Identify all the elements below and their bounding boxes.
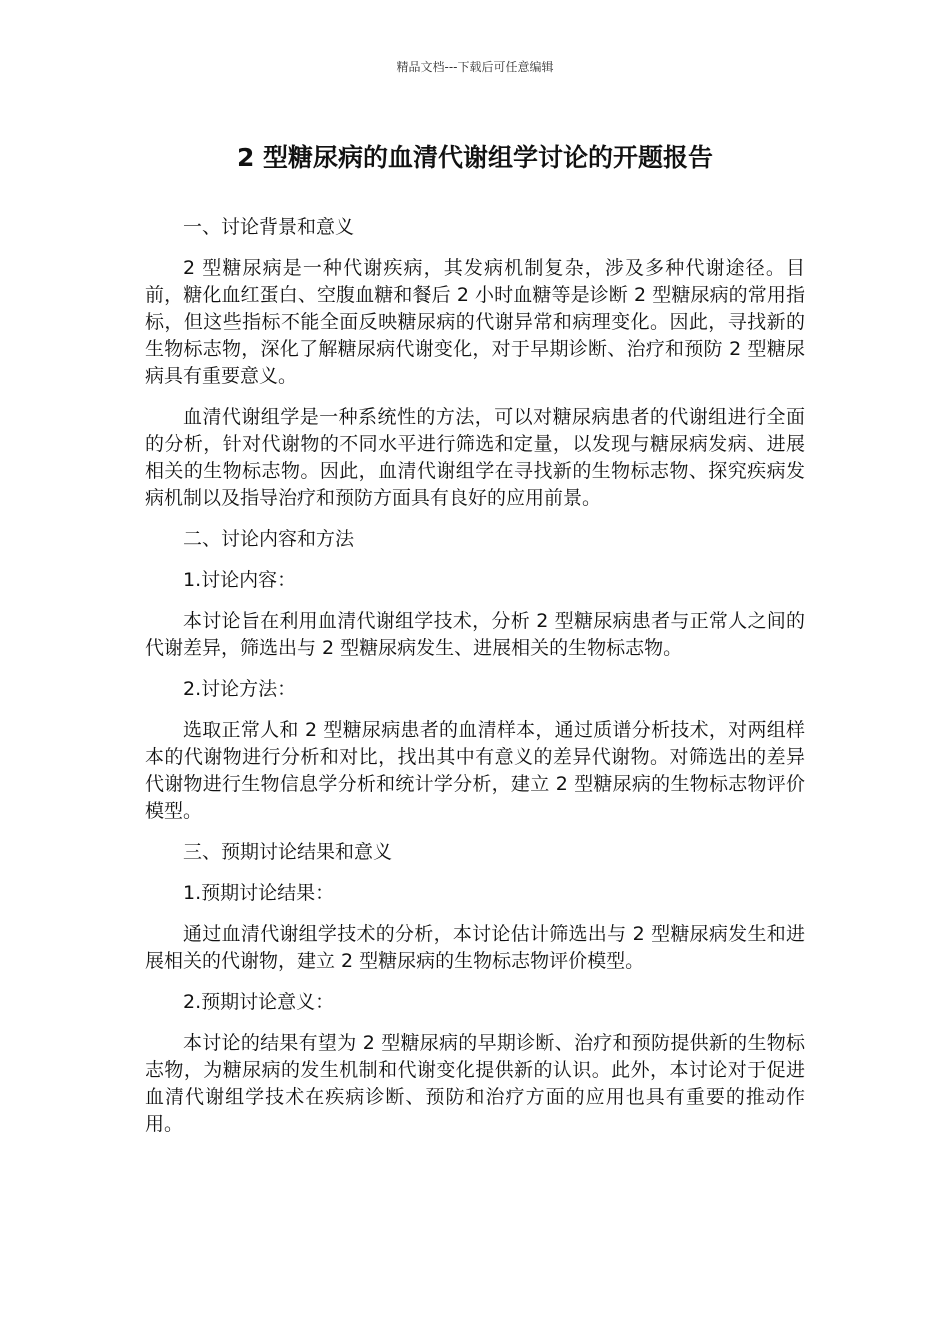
- document-title: 2 型糖尿病的血清代谢组学讨论的开题报告: [236, 143, 714, 172]
- subheading-expected-results: 1.预期讨论结果：: [183, 882, 335, 904]
- subheading-expected-significance: 2.预期讨论意义：: [183, 991, 335, 1013]
- paragraph: 本讨论旨在利用血清代谢组学技术，分析 2 型糖尿病患者与正常人之间的代谢差异，筛选出与 2 型糖尿病发生、进展相关的生物标志物。: [145, 610, 805, 659]
- document-body: [145, 214, 805, 1152]
- subheading-methods: 2.讨论方法：: [183, 678, 297, 700]
- section-heading-background: 一、讨论背景和意义: [183, 216, 355, 238]
- section-heading-expected: 三、预期讨论结果和意义: [183, 841, 393, 863]
- paragraph: 选取正常人和 2 型糖尿病患者的血清样本，通过质谱分析技术，对两组样本的代谢物进行分析和对比，找出其中有意义的差异代谢物。对筛选出的差异代谢物进行生物信息学分析和统计学分析，建立 2 型糖尿病的生物标志物评价模型。: [145, 719, 805, 822]
- paragraph: 2 型糖尿病是一种代谢疾病，其发病机制复杂，涉及多种代谢途径。目前，糖化血红蛋白、空腹血糖和餐后 2 小时血糖等是诊断 2 型糖尿病的常用指标，但这些指标不能全面反映糖尿病的代谢异常和病理变化。因此，寻找新的生物标志物，深化了解糖尿病代谢变化，对于早期诊断、治疗和预防 2 型糖尿病具有重要意义。: [145, 257, 805, 387]
- paragraph: 通过血清代谢组学技术的分析，本讨论估计筛选出与 2 型糖尿病发生和进展相关的代谢物，建立 2 型糖尿病的生物标志物评价模型。: [145, 923, 805, 972]
- section-heading-content-methods: 二、讨论内容和方法: [183, 528, 355, 550]
- paragraph: 血清代谢组学是一种系统性的方法，可以对糖尿病患者的代谢组进行全面的分析，针对代谢物的不同水平进行筛选和定量，以发现与糖尿病发病、进展相关的生物标志物。因此，血清代谢组学在寻找新的生物标志物、探究疾病发病机制以及指导治疗和预防方面具有良好的应用前景。: [145, 406, 805, 509]
- paragraph: 本讨论的结果有望为 2 型糖尿病的早期诊断、治疗和预防提供新的生物标志物，为糖尿病的发生机制和代谢变化提供新的认识。此外，本讨论对于促进血清代谢组学技术在疾病诊断、预防和治疗方面的应用也具有重要的推动作用。: [145, 1032, 805, 1135]
- subheading-content: 1.讨论内容：: [183, 569, 297, 591]
- page-header: 精品文档---下载后可任意编辑: [396, 60, 554, 74]
